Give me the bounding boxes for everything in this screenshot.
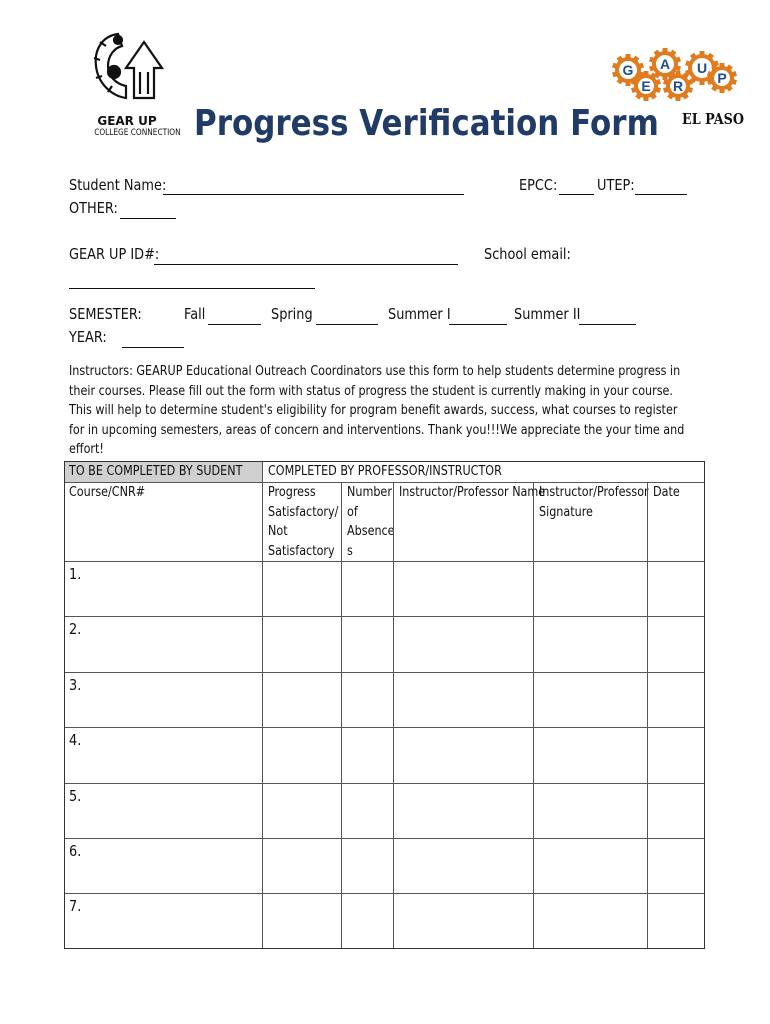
col-header-progress-l4: Satisfactory: [268, 543, 335, 559]
epcc-label: EPCC:: [519, 176, 558, 194]
row-number: 3.: [69, 675, 82, 694]
col-header-progress: [268, 483, 350, 561]
table-row[interactable]: [65, 672, 704, 727]
row-number: 5.: [69, 786, 82, 805]
table-row[interactable]: [65, 727, 704, 782]
gear-letter-text: R: [672, 78, 684, 94]
col-header-absences-l4: s: [347, 543, 353, 559]
col-header-signature-l2: Signature: [539, 504, 593, 520]
spring-field[interactable]: [316, 324, 378, 325]
col-header-absences-l2: of: [347, 504, 358, 520]
spring-label: Spring: [271, 305, 313, 323]
instructions-paragraph: Instructors: GEARUP Educational Outreach Coordinators use this form to help students determine progress in their courses. Please fill out the form with status of progress the student is currently making in your course. This will help to determine student's eligibility for program benefit awards, success, what courses to register for in upcoming semesters, areas of concern and interventions. Thank you!!!We appreciate the your time and effort!: [69, 364, 685, 457]
table-row[interactable]: [65, 893, 704, 948]
row-number: 7.: [69, 897, 82, 916]
col-header-progress-l1: Progress: [268, 485, 316, 500]
student-name-label: Student Name:: [69, 176, 167, 194]
summer1-label: Summer I: [388, 305, 451, 323]
fall-field[interactable]: [208, 324, 261, 325]
gear-letter-text: U: [696, 60, 708, 76]
gear-up-el-paso-logo: [610, 42, 740, 108]
page-title: Progress Verification Form: [194, 103, 659, 144]
row-number: 1.: [69, 565, 82, 583]
utep-label: UTEP:: [597, 176, 635, 194]
year-field[interactable]: [122, 347, 184, 348]
col-header-absences: [347, 483, 402, 561]
left-logo-line1: GEAR UP: [97, 114, 157, 128]
professor-section-header: COMPLETED BY PROFESSOR/INSTRUCTOR: [268, 464, 502, 479]
student-section-header: TO BE COMPLETED BY SUDENT: [69, 464, 243, 479]
gear-letter-text: A: [659, 56, 671, 72]
row-number: 6.: [69, 842, 82, 860]
gear-letter-text: P: [717, 70, 727, 86]
col-header-instructor-name: Instructor/Professor Name: [399, 485, 546, 500]
epcc-field[interactable]: [559, 194, 594, 195]
left-logo-caption: [87, 114, 181, 138]
gear-letter-r: [663, 71, 693, 101]
gear-letter-p: [707, 63, 737, 93]
student-name-field[interactable]: [163, 194, 464, 195]
el-paso-caption: EL PASO: [682, 110, 744, 128]
other-label: OTHER:: [69, 199, 118, 217]
col-header-absences-l3: Absence: [347, 524, 395, 539]
table-row[interactable]: [65, 783, 704, 838]
gear-up-id-label: GEAR UP ID#:: [69, 245, 160, 263]
left-logo-line2: COLLEGE CONNECTION: [94, 128, 181, 138]
col-header-course: Course/CNR#: [69, 485, 146, 500]
table-row[interactable]: [65, 838, 704, 893]
summer2-label: Summer II: [514, 305, 581, 323]
col-header-progress-l3: Not: [268, 524, 288, 539]
gear-letter-text: E: [641, 78, 651, 94]
gear-up-id-field[interactable]: [154, 264, 458, 265]
progress-table: [64, 461, 705, 949]
school-email-label: School email:: [484, 245, 571, 263]
col-header-absences-l1: Number: [347, 485, 392, 500]
school-email-field[interactable]: [69, 288, 315, 289]
table-row[interactable]: [65, 561, 704, 616]
gears-icon: [610, 42, 740, 108]
row-number: 2.: [69, 620, 82, 639]
semester-label: SEMESTER:: [69, 305, 142, 323]
summer1-field[interactable]: [449, 324, 507, 325]
col-header-date: Date: [653, 485, 680, 500]
other-field[interactable]: [120, 218, 176, 219]
row-number: 4.: [69, 731, 82, 750]
gear-arrow-icon: [88, 28, 168, 106]
table-row[interactable]: [65, 616, 704, 671]
gear-letter-text: G: [622, 62, 634, 78]
year-label: YEAR:: [69, 328, 107, 346]
utep-field[interactable]: [635, 194, 687, 195]
col-header-progress-l2: Satisfactory/: [268, 504, 339, 520]
col-header-signature-l1: Instructor/Professor: [539, 485, 649, 500]
summer2-field[interactable]: [579, 324, 636, 325]
fall-label: Fall: [184, 305, 206, 323]
